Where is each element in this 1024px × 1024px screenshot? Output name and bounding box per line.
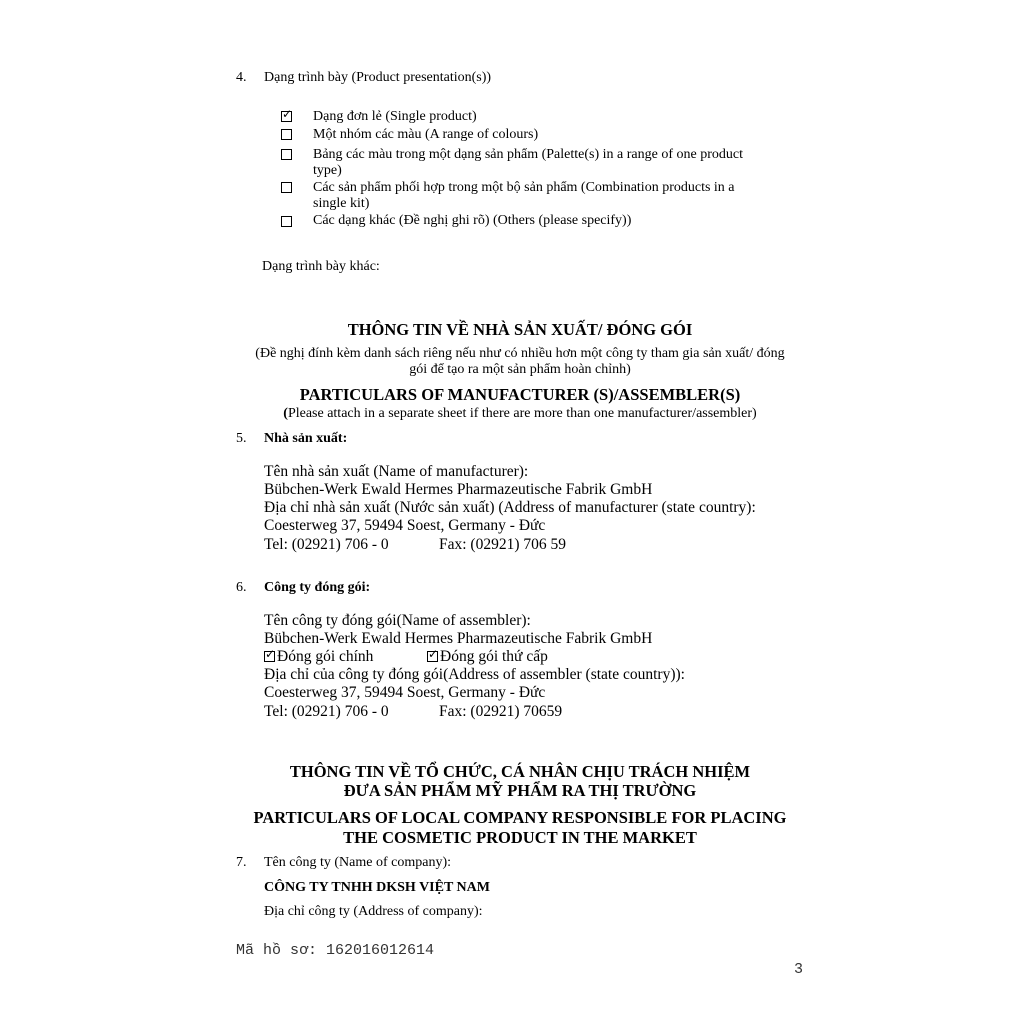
manufacturer-en-note-paren: ( bbox=[283, 406, 288, 421]
option-combination-line2: single kit) bbox=[313, 196, 370, 211]
manufacturer-vn-note-line1: (Đề nghị đính kèm danh sách riêng nếu như có nhiều hơn một công ty tham gia sản xuất/ đóng bbox=[255, 346, 785, 361]
palette-checkbox[interactable] bbox=[281, 149, 292, 160]
primary-packaging[interactable] bbox=[264, 648, 373, 666]
secondary-packaging-checkbox[interactable] bbox=[427, 651, 438, 662]
primary-packaging-checkbox[interactable] bbox=[264, 651, 275, 662]
section-4-number: 4. bbox=[236, 70, 247, 85]
others-checkbox[interactable] bbox=[281, 216, 292, 227]
company-address-label: Địa chỉ công ty (Address of company): bbox=[264, 904, 483, 919]
assembler-address-label: Địa chỉ của công ty đóng gói(Address of assembler (state country)): bbox=[264, 666, 685, 683]
manufacturer-tel: Tel: (02921) 706 - 0 bbox=[264, 536, 389, 553]
option-others: Các dạng khác (Đề nghị ghi rõ) (Others (please specify)) bbox=[313, 213, 632, 228]
manufacturer-address-value: Coesterweg 37, 59494 Soest, Germany - Đức bbox=[264, 517, 546, 534]
manufacturer-en-title: PARTICULARS OF MANUFACTURER (S)/ASSEMBLER(S) bbox=[299, 385, 741, 404]
local-company-en-title-line1: PARTICULARS OF LOCAL COMPANY RESPONSIBLE FOR PLACING bbox=[253, 808, 787, 827]
combination-checkbox[interactable] bbox=[281, 182, 292, 193]
file-code: Mã hồ sơ: 162016012614 bbox=[236, 942, 435, 959]
assembler-address-value: Coesterweg 37, 59494 Soest, Germany - Đức bbox=[264, 684, 546, 701]
secondary-packaging[interactable] bbox=[427, 648, 548, 666]
primary-packaging-label: Đóng gói chính bbox=[277, 648, 374, 665]
range-of-colours-checkbox[interactable] bbox=[281, 129, 292, 140]
section-7-number: 7. bbox=[236, 855, 247, 870]
company-name-label: Tên công ty (Name of company): bbox=[264, 855, 451, 870]
manufacturer-fax: Fax: (02921) 706 59 bbox=[439, 536, 567, 553]
manufacturer-vn-note-line2: gói để tạo ra một sản phẩm hoàn chỉnh) bbox=[409, 362, 631, 377]
section-5-title: Nhà sản xuất: bbox=[264, 431, 348, 446]
local-company-vn-title-line1: THÔNG TIN VỀ TỔ CHỨC, CÁ NHÂN CHỊU TRÁCH NHIỆM bbox=[289, 762, 751, 781]
option-range-of-colours: Một nhóm các màu (A range of colours) bbox=[313, 127, 539, 142]
single-product-checkbox[interactable] bbox=[281, 111, 292, 122]
manufacturer-en-note-text: Please attach in a separate sheet if there are more than one manufacturer/assembler) bbox=[287, 406, 757, 421]
other-presentation-label: Dạng trình bày khác: bbox=[262, 259, 380, 274]
page-number: 3 bbox=[794, 961, 804, 978]
manufacturer-en-note bbox=[200, 405, 840, 422]
assembler-name-value: Bübchen-Werk Ewald Hermes Pharmazeutische Fabrik GmbH bbox=[264, 630, 653, 647]
option-palette-line2: type) bbox=[313, 163, 342, 178]
section-6-number: 6. bbox=[236, 580, 247, 595]
company-name-value: CÔNG TY TNHH DKSH VIỆT NAM bbox=[264, 880, 490, 895]
local-company-vn-title-line2: ĐƯA SẢN PHẨM MỸ PHẨM RA THỊ TRƯỜNG bbox=[343, 781, 697, 800]
manufacturer-name-value: Bübchen-Werk Ewald Hermes Pharmazeutische Fabrik GmbH bbox=[264, 481, 653, 498]
assembler-name-label: Tên công ty đóng gói(Name of assembler): bbox=[264, 612, 531, 629]
option-single-product: Dạng đơn lẻ (Single product) bbox=[313, 109, 477, 124]
section-4-title: Dạng trình bày (Product presentation(s)) bbox=[264, 70, 492, 85]
manufacturer-vn-title: THÔNG TIN VỀ NHÀ SẢN XUẤT/ ĐÓNG GÓI bbox=[347, 320, 693, 339]
manufacturer-address-label: Địa chỉ nhà sản xuất (Nước sản xuất) (Address of manufacturer (state country): bbox=[264, 499, 756, 516]
assembler-tel: Tel: (02921) 706 - 0 bbox=[264, 703, 389, 720]
section-5-number: 5. bbox=[236, 431, 247, 446]
option-combination: Các sản phẩm phối hợp trong một bộ sản phẩm (Combination products in a bbox=[313, 180, 735, 195]
secondary-packaging-label: Đóng gói thứ cấp bbox=[440, 648, 548, 665]
local-company-en-title-line2: THE COSMETIC PRODUCT IN THE MARKET bbox=[343, 828, 697, 847]
option-palette: Bảng các màu trong một dạng sản phẩm (Palette(s) in a range of one product bbox=[313, 147, 743, 162]
manufacturer-name-label: Tên nhà sản xuất (Name of manufacturer): bbox=[264, 463, 529, 480]
section-6-title: Công ty đóng gói: bbox=[264, 580, 371, 595]
assembler-fax: Fax: (02921) 70659 bbox=[439, 703, 563, 720]
